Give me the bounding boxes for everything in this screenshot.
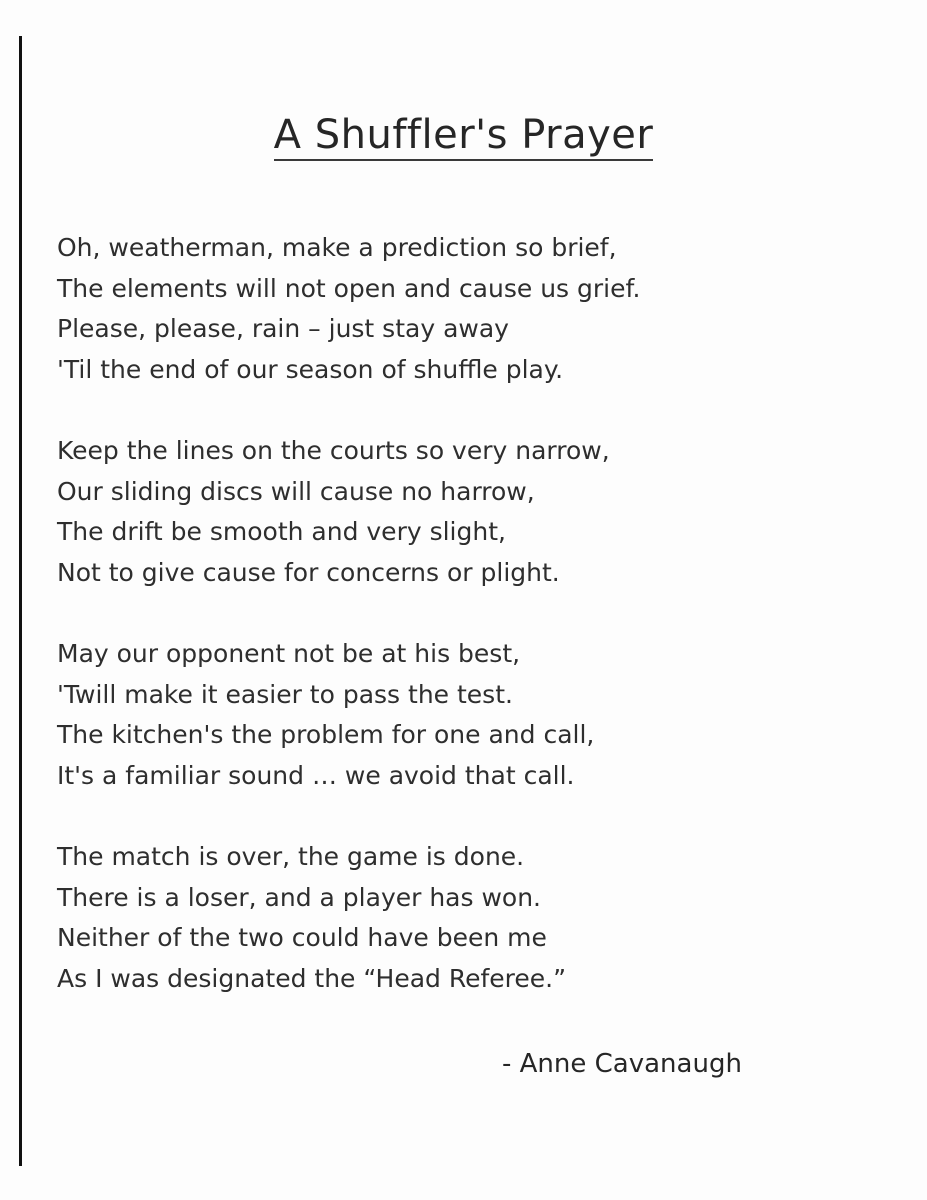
poem-line: Keep the lines on the courts so very narrow, xyxy=(57,436,610,465)
stanza-1 xyxy=(57,228,857,390)
poem-body xyxy=(57,228,857,1040)
stanza-3 xyxy=(57,634,857,796)
poem-line: There is a loser, and a player has won. xyxy=(57,882,542,912)
left-margin-rule xyxy=(19,36,22,1166)
poem-line: May our opponent not be at his best, xyxy=(57,639,521,668)
poem-title xyxy=(0,112,927,158)
poem-line: 'Twill make it easier to pass the test. xyxy=(57,679,513,709)
poem-line: Our sliding discs will cause no harrow, xyxy=(57,476,535,506)
poem-line: Oh, weatherman, make a prediction so brief, xyxy=(57,233,617,262)
poem-line: Please, please, rain – just stay away xyxy=(57,314,509,343)
poem-line: The drift be smooth and very slight, xyxy=(57,517,506,546)
author-signature: - Anne Cavanaugh xyxy=(502,1049,742,1079)
poem-line: Neither of the two could have been me xyxy=(57,923,547,952)
poem-line: As I was designated the “Head Referee.” xyxy=(57,963,567,993)
stanza-4 xyxy=(57,837,857,999)
poem-line: The kitchen's the problem for one and call, xyxy=(57,720,595,749)
stanza-2 xyxy=(57,431,857,593)
poem-line: 'Til the end of our season of shuffle play. xyxy=(57,354,564,384)
poem-line: It's a familiar sound … we avoid that call. xyxy=(57,760,575,790)
poem-line: The elements will not open and cause us grief. xyxy=(57,273,641,303)
poem-title-text: A Shuffler's Prayer xyxy=(274,112,654,161)
poem-line: The match is over, the game is done. xyxy=(57,842,525,871)
poem-line: Not to give cause for concerns or plight. xyxy=(57,557,560,587)
